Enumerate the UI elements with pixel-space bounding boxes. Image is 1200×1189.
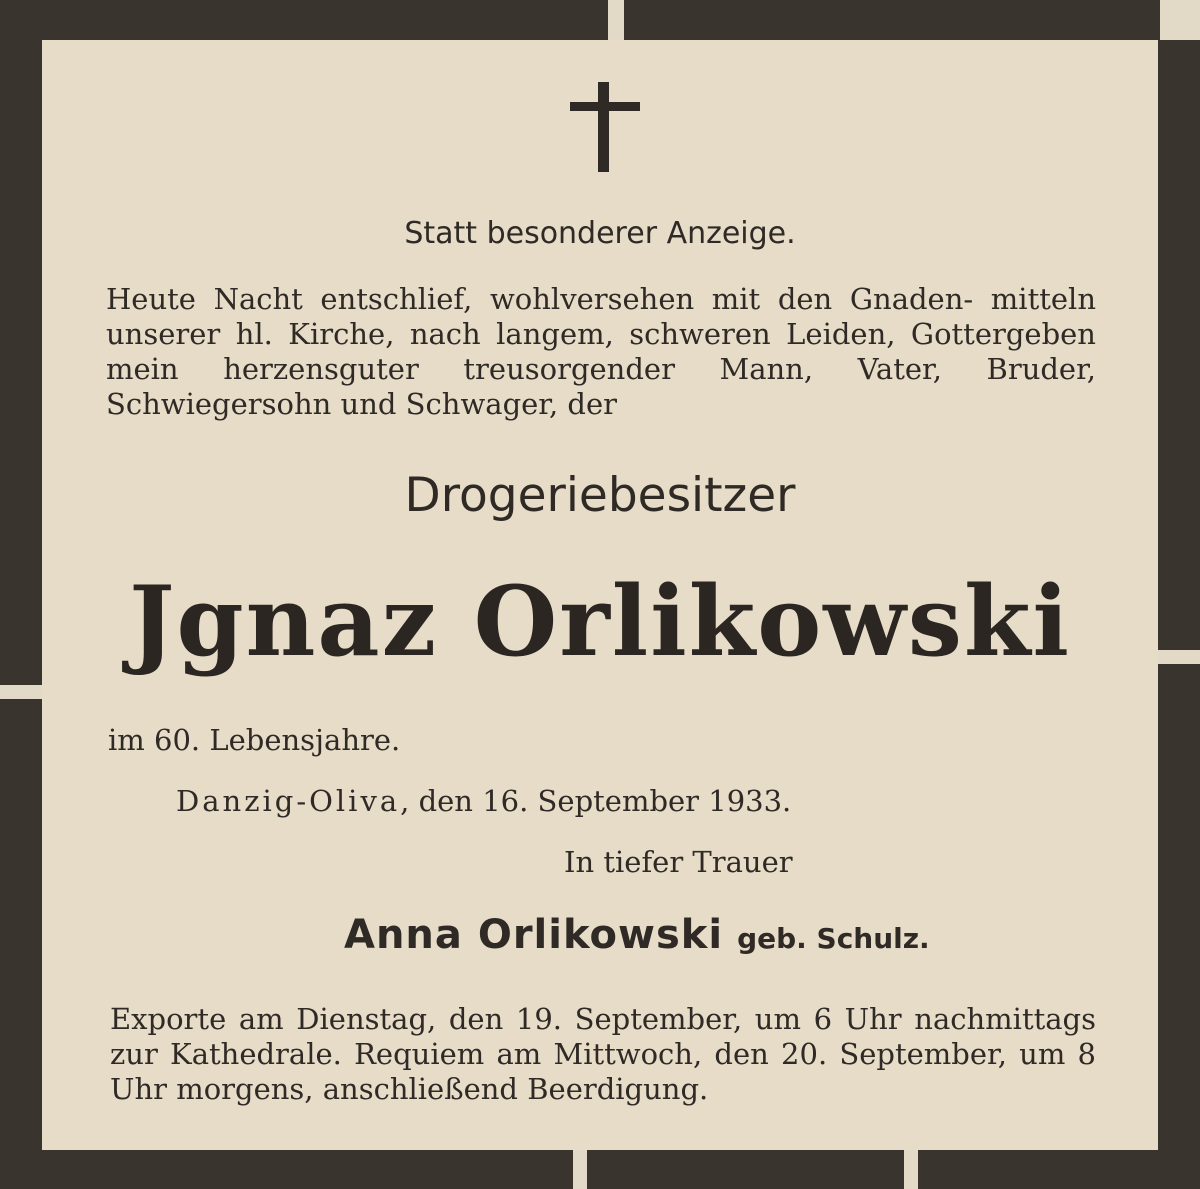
funeral-details: Exporte am Dienstag, den 19. September, um 6 Uhr nachmittags zur Kathedrale. Requiem am Mittwoch, den 20. September, um 8 Uhr morgens, anschließend Beerdigung. xyxy=(110,1002,1096,1106)
announcement-text: Heute Nacht entschlief, wohlversehen mit den Gnaden- mitteln unserer hl. Kirche, nach langem, schweren Leiden, Gottergeben mein herzensguter treusorgender Mann, Vater, Bruder, Schwiegersohn und Schwager, der xyxy=(106,282,1096,421)
frame-gap xyxy=(608,0,624,40)
notice-heading: Statt besonderer Anzeige. xyxy=(404,216,796,251)
place-name: Danzig-Oliva xyxy=(176,784,401,818)
signatory xyxy=(344,912,930,958)
frame-gap xyxy=(1160,0,1200,40)
widow-maiden-name: geb. Schulz. xyxy=(737,922,930,955)
profession-title: Drogeriebesitzer xyxy=(404,468,796,523)
deceased-name: Jgnaz Orlikowski xyxy=(129,565,1071,678)
latin-cross-icon xyxy=(570,82,640,172)
date-text: , den 16. September 1933. xyxy=(400,784,792,818)
place-date-line xyxy=(176,784,791,818)
obituary-notice xyxy=(42,40,1158,1150)
frame-gap xyxy=(573,1150,587,1189)
frame-gap xyxy=(1158,650,1200,664)
mourning-text: In tiefer Trauer xyxy=(564,845,793,879)
age-text: im 60. Lebensjahre. xyxy=(108,723,401,757)
widow-name: Anna Orlikowski xyxy=(344,912,724,958)
frame-gap xyxy=(904,1150,918,1189)
frame-gap xyxy=(0,685,42,699)
